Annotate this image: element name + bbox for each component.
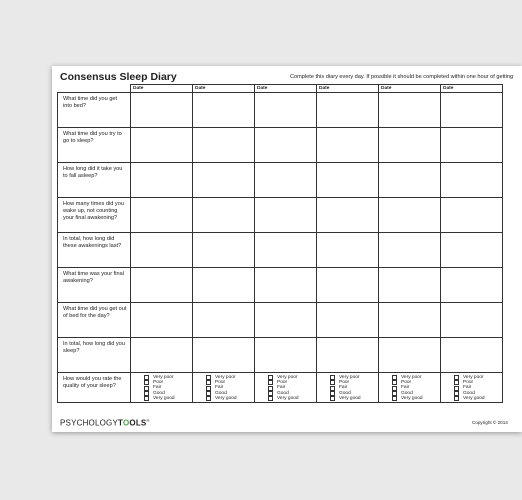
rating-option-label: Very poor <box>277 375 298 380</box>
question-row <box>58 163 503 198</box>
checkbox[interactable] <box>268 396 273 401</box>
answer-cell[interactable] <box>379 198 441 233</box>
answer-cell[interactable] <box>255 128 317 163</box>
answer-cell[interactable] <box>131 163 193 198</box>
rating-option-label: Good <box>339 390 351 396</box>
answer-cell[interactable] <box>193 338 255 373</box>
rating-option-label: Good <box>463 390 475 396</box>
question-label: What time was your final awakening? <box>58 268 131 303</box>
sleep-quality-options[interactable] <box>441 373 503 403</box>
rating-option-label: Very good <box>277 395 299 401</box>
rating-option[interactable] <box>144 396 192 401</box>
question-label: How would you rate the quality of your sleep? <box>58 373 131 403</box>
answer-cell[interactable] <box>441 128 503 163</box>
question-row <box>58 128 503 163</box>
rating-option-label: Very poor <box>401 375 422 380</box>
question-row <box>58 338 503 373</box>
question-label: What time did you get into bed? <box>58 93 131 128</box>
rating-option-label: Very poor <box>153 375 174 380</box>
answer-cell[interactable] <box>255 303 317 338</box>
answer-cell[interactable] <box>317 233 379 268</box>
answer-cell[interactable] <box>255 268 317 303</box>
answer-cell[interactable] <box>379 128 441 163</box>
rating-option[interactable] <box>268 396 316 401</box>
rating-option-label: Poor <box>401 380 412 386</box>
rating-option-label: Very good <box>401 395 423 401</box>
checkbox[interactable] <box>392 396 397 401</box>
rating-option-label: Good <box>153 390 165 396</box>
answer-cell[interactable] <box>379 233 441 268</box>
sleep-quality-options[interactable] <box>317 373 379 403</box>
rating-option-label: Good <box>215 390 227 396</box>
answer-cell[interactable] <box>441 198 503 233</box>
answer-cell[interactable] <box>441 233 503 268</box>
question-row <box>58 198 503 233</box>
answer-cell[interactable] <box>131 268 193 303</box>
answer-cell[interactable] <box>441 163 503 198</box>
answer-cell[interactable] <box>131 303 193 338</box>
sleep-quality-options[interactable] <box>193 373 255 403</box>
answer-cell[interactable] <box>379 303 441 338</box>
worksheet-title: Consensus Sleep Diary <box>60 71 177 83</box>
answer-cell[interactable] <box>193 198 255 233</box>
answer-cell[interactable] <box>193 303 255 338</box>
rating-option[interactable] <box>392 396 440 401</box>
question-label: How many times did you wake up, not counting your final awakening? <box>58 198 131 233</box>
answer-cell[interactable] <box>317 93 379 128</box>
rating-option-label: Poor <box>215 380 226 386</box>
answer-cell[interactable] <box>131 93 193 128</box>
question-label: What time did you get out of bed for the day? <box>58 303 131 338</box>
answer-cell[interactable] <box>317 128 379 163</box>
answer-cell[interactable] <box>255 338 317 373</box>
answer-cell[interactable] <box>131 128 193 163</box>
rating-option-label: Very poor <box>463 375 484 380</box>
answer-cell[interactable] <box>255 198 317 233</box>
rating-option[interactable] <box>206 396 254 401</box>
rating-option-label: Very good <box>153 395 175 401</box>
question-row <box>58 233 503 268</box>
rating-option-label: Fair <box>401 385 410 391</box>
answer-cell[interactable] <box>131 233 193 268</box>
question-row <box>58 268 503 303</box>
date-header: Date <box>317 85 379 93</box>
answer-cell[interactable] <box>193 128 255 163</box>
answer-cell[interactable] <box>379 93 441 128</box>
sleep-quality-options[interactable] <box>131 373 193 403</box>
question-row <box>58 373 503 403</box>
answer-cell[interactable] <box>317 198 379 233</box>
answer-cell[interactable] <box>255 233 317 268</box>
rating-option-label: Fair <box>153 385 162 391</box>
rating-option[interactable] <box>454 396 502 401</box>
header-corner <box>58 85 131 93</box>
rating-option-label: Fair <box>215 385 224 391</box>
checkbox[interactable] <box>330 396 335 401</box>
question-label: In total, how long did these awakenings last? <box>58 233 131 268</box>
answer-cell[interactable] <box>317 303 379 338</box>
date-header: Date <box>193 85 255 93</box>
checkbox[interactable] <box>206 396 211 401</box>
answer-cell[interactable] <box>193 233 255 268</box>
date-header: Date <box>441 85 503 93</box>
rating-option[interactable] <box>330 396 378 401</box>
question-label: What time did you try to go to sleep? <box>58 128 131 163</box>
question-label: In total, how long did you sleep? <box>58 338 131 373</box>
sleep-quality-options[interactable] <box>379 373 441 403</box>
answer-cell[interactable] <box>379 338 441 373</box>
answer-cell[interactable] <box>441 303 503 338</box>
rating-option-label: Very poor <box>215 375 236 380</box>
answer-cell[interactable] <box>317 268 379 303</box>
answer-cell[interactable] <box>193 268 255 303</box>
answer-cell[interactable] <box>131 198 193 233</box>
checkbox[interactable] <box>144 396 149 401</box>
answer-cell[interactable] <box>193 93 255 128</box>
answer-cell[interactable] <box>379 163 441 198</box>
psychology-tools-logo: PSYCHOLOGYTOOLS® <box>60 418 150 428</box>
rating-option-label: Good <box>277 390 289 396</box>
question-row <box>58 303 503 338</box>
question-row <box>58 93 503 128</box>
rating-option-label: Poor <box>339 380 350 386</box>
instructions-text: Complete this diary every day. If possible it should be completed within one hour of getting <box>290 74 514 80</box>
rating-option-label: Poor <box>277 380 288 386</box>
rating-option-label: Poor <box>463 380 474 386</box>
answer-cell[interactable] <box>441 268 503 303</box>
answer-cell[interactable] <box>131 338 193 373</box>
sleep-diary-worksheet <box>52 66 522 432</box>
checkbox[interactable] <box>454 396 459 401</box>
diary-body <box>58 93 503 403</box>
rating-option-label: Fair <box>277 385 286 391</box>
rating-option-label: Very good <box>339 395 361 401</box>
date-header: Date <box>379 85 441 93</box>
answer-cell[interactable] <box>255 163 317 198</box>
question-label: How long did it take you to fall asleep? <box>58 163 131 198</box>
rating-option-label: Very good <box>215 395 237 401</box>
sleep-quality-options[interactable] <box>255 373 317 403</box>
date-header: Date <box>255 85 317 93</box>
rating-option-label: Poor <box>153 380 164 386</box>
date-header: Date <box>131 85 193 93</box>
date-header-row <box>58 85 503 93</box>
rating-option-label: Fair <box>339 385 348 391</box>
answer-cell[interactable] <box>317 338 379 373</box>
rating-option-label: Very good <box>463 395 485 401</box>
rating-option-label: Good <box>401 390 413 396</box>
copyright-text: Copyright © 2014 <box>472 420 508 425</box>
diary-table <box>57 84 503 403</box>
answer-cell[interactable] <box>441 93 503 128</box>
answer-cell[interactable] <box>379 268 441 303</box>
rating-option-label: Very poor <box>339 375 360 380</box>
answer-cell[interactable] <box>255 93 317 128</box>
answer-cell[interactable] <box>317 163 379 198</box>
answer-cell[interactable] <box>441 338 503 373</box>
answer-cell[interactable] <box>193 163 255 198</box>
rating-option-label: Fair <box>463 385 472 391</box>
